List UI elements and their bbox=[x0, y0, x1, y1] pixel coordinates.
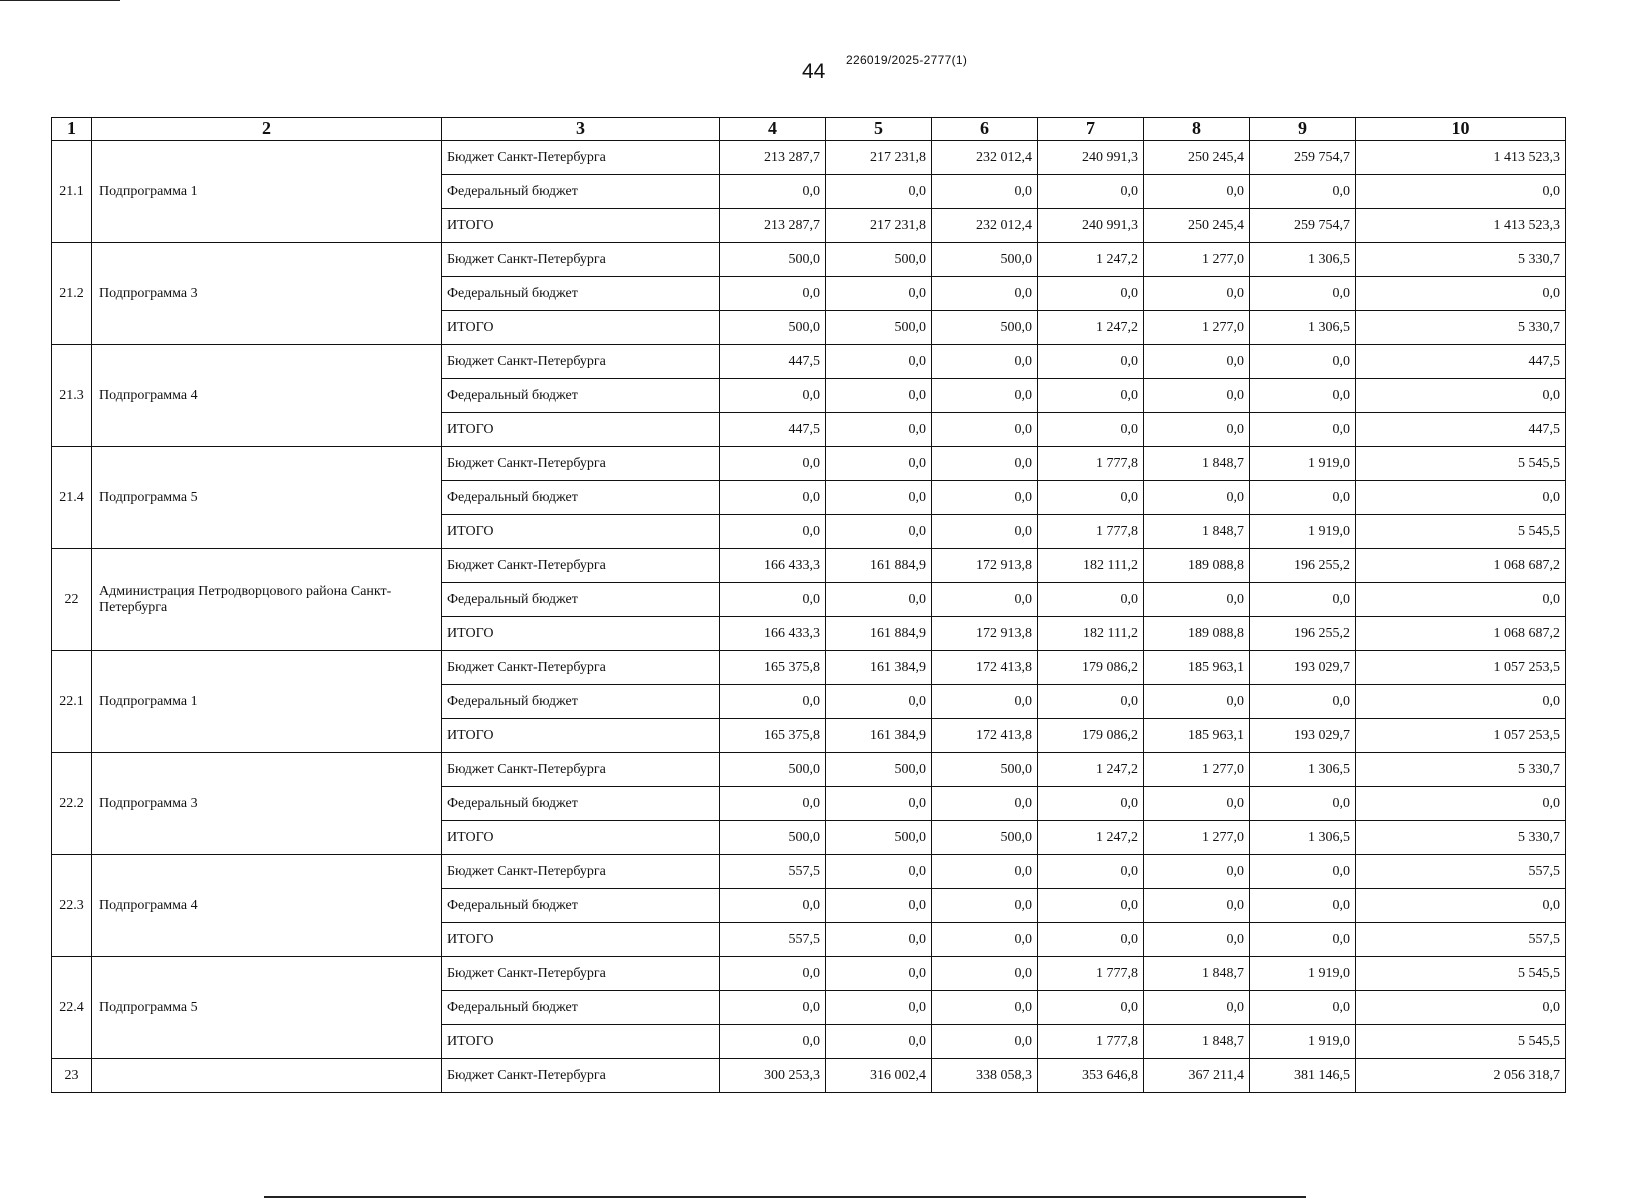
amount-cell: 0,0 bbox=[720, 447, 826, 481]
column-header-9: 9 bbox=[1250, 118, 1356, 141]
amount-cell: 1 848,7 bbox=[1144, 957, 1250, 991]
funding-source: ИТОГО bbox=[442, 209, 720, 243]
amount-cell: 0,0 bbox=[932, 481, 1038, 515]
amount-cell: 0,0 bbox=[826, 855, 932, 889]
amount-cell: 1 413 523,3 bbox=[1356, 141, 1566, 175]
amount-cell: 5 330,7 bbox=[1356, 311, 1566, 345]
amount-cell: 0,0 bbox=[1144, 685, 1250, 719]
amount-cell: 1 247,2 bbox=[1038, 753, 1144, 787]
amount-cell: 172 413,8 bbox=[932, 651, 1038, 685]
amount-cell: 0,0 bbox=[1038, 889, 1144, 923]
amount-cell: 0,0 bbox=[1356, 583, 1566, 617]
amount-cell: 0,0 bbox=[932, 175, 1038, 209]
row-program-name: Подпрограмма 4 bbox=[92, 855, 442, 957]
amount-cell: 1 413 523,3 bbox=[1356, 209, 1566, 243]
amount-cell: 0,0 bbox=[1038, 685, 1144, 719]
amount-cell: 0,0 bbox=[826, 379, 932, 413]
amount-cell: 172 913,8 bbox=[932, 549, 1038, 583]
amount-cell: 0,0 bbox=[1144, 787, 1250, 821]
amount-cell: 0,0 bbox=[720, 991, 826, 1025]
amount-cell: 557,5 bbox=[720, 923, 826, 957]
amount-cell: 232 012,4 bbox=[932, 209, 1038, 243]
amount-cell: 0,0 bbox=[1038, 277, 1144, 311]
amount-cell: 0,0 bbox=[932, 413, 1038, 447]
row-program-name: Подпрограмма 5 bbox=[92, 447, 442, 549]
table-row bbox=[52, 957, 1566, 991]
amount-cell: 0,0 bbox=[932, 889, 1038, 923]
amount-cell: 0,0 bbox=[1038, 991, 1144, 1025]
amount-cell: 193 029,7 bbox=[1250, 651, 1356, 685]
amount-cell: 185 963,1 bbox=[1144, 651, 1250, 685]
amount-cell: 338 058,3 bbox=[932, 1059, 1038, 1093]
amount-cell: 1 919,0 bbox=[1250, 957, 1356, 991]
row-program-name: Подпрограмма 1 bbox=[92, 141, 442, 243]
funding-source: Федеральный бюджет bbox=[442, 787, 720, 821]
amount-cell: 217 231,8 bbox=[826, 209, 932, 243]
page-number: 44 bbox=[802, 60, 826, 83]
amount-cell: 1 919,0 bbox=[1250, 1025, 1356, 1059]
amount-cell: 161 884,9 bbox=[826, 617, 932, 651]
amount-cell: 179 086,2 bbox=[1038, 651, 1144, 685]
column-header-3: 3 bbox=[442, 118, 720, 141]
amount-cell: 300 253,3 bbox=[720, 1059, 826, 1093]
amount-cell: 0,0 bbox=[826, 413, 932, 447]
funding-source: ИТОГО bbox=[442, 617, 720, 651]
amount-cell: 0,0 bbox=[1144, 277, 1250, 311]
amount-cell: 0,0 bbox=[932, 957, 1038, 991]
amount-cell: 189 088,8 bbox=[1144, 617, 1250, 651]
amount-cell: 447,5 bbox=[720, 345, 826, 379]
amount-cell: 0,0 bbox=[720, 957, 826, 991]
amount-cell: 0,0 bbox=[826, 889, 932, 923]
table-row bbox=[52, 855, 1566, 889]
row-program-name bbox=[92, 1059, 442, 1093]
amount-cell: 500,0 bbox=[932, 311, 1038, 345]
amount-cell: 0,0 bbox=[1356, 889, 1566, 923]
amount-cell: 0,0 bbox=[932, 855, 1038, 889]
amount-cell: 0,0 bbox=[1038, 175, 1144, 209]
amount-cell: 217 231,8 bbox=[826, 141, 932, 175]
amount-cell: 1 068 687,2 bbox=[1356, 549, 1566, 583]
amount-cell: 0,0 bbox=[1250, 481, 1356, 515]
table-row bbox=[52, 651, 1566, 685]
funding-source: Бюджет Санкт-Петербурга bbox=[442, 243, 720, 277]
row-code: 22.3 bbox=[52, 855, 92, 957]
amount-cell: 2 056 318,7 bbox=[1356, 1059, 1566, 1093]
funding-source: Бюджет Санкт-Петербурга bbox=[442, 345, 720, 379]
row-code: 22.1 bbox=[52, 651, 92, 753]
row-program-name: Подпрограмма 4 bbox=[92, 345, 442, 447]
funding-source: Федеральный бюджет bbox=[442, 685, 720, 719]
amount-cell: 500,0 bbox=[720, 243, 826, 277]
amount-cell: 0,0 bbox=[932, 991, 1038, 1025]
amount-cell: 447,5 bbox=[1356, 413, 1566, 447]
row-code: 21.4 bbox=[52, 447, 92, 549]
amount-cell: 182 111,2 bbox=[1038, 617, 1144, 651]
amount-cell: 193 029,7 bbox=[1250, 719, 1356, 753]
amount-cell: 5 545,5 bbox=[1356, 515, 1566, 549]
amount-cell: 0,0 bbox=[932, 1025, 1038, 1059]
amount-cell: 0,0 bbox=[932, 277, 1038, 311]
amount-cell: 1 247,2 bbox=[1038, 821, 1144, 855]
row-code: 22.2 bbox=[52, 753, 92, 855]
row-code: 21.2 bbox=[52, 243, 92, 345]
amount-cell: 196 255,2 bbox=[1250, 549, 1356, 583]
amount-cell: 367 211,4 bbox=[1144, 1059, 1250, 1093]
table-header-row bbox=[52, 118, 1566, 141]
amount-cell: 1 777,8 bbox=[1038, 957, 1144, 991]
amount-cell: 0,0 bbox=[826, 481, 932, 515]
row-program-name: Подпрограмма 3 bbox=[92, 243, 442, 345]
amount-cell: 0,0 bbox=[826, 345, 932, 379]
amount-cell: 0,0 bbox=[1356, 787, 1566, 821]
funding-source: ИТОГО bbox=[442, 719, 720, 753]
funding-source: Бюджет Санкт-Петербурга bbox=[442, 1059, 720, 1093]
amount-cell: 0,0 bbox=[720, 583, 826, 617]
amount-cell: 161 384,9 bbox=[826, 651, 932, 685]
amount-cell: 0,0 bbox=[1250, 787, 1356, 821]
amount-cell: 0,0 bbox=[1038, 855, 1144, 889]
row-code: 22 bbox=[52, 549, 92, 651]
amount-cell: 1 848,7 bbox=[1144, 447, 1250, 481]
amount-cell: 0,0 bbox=[826, 923, 932, 957]
amount-cell: 0,0 bbox=[1250, 583, 1356, 617]
amount-cell: 0,0 bbox=[1250, 175, 1356, 209]
amount-cell: 1 057 253,5 bbox=[1356, 651, 1566, 685]
amount-cell: 172 413,8 bbox=[932, 719, 1038, 753]
column-header-4: 4 bbox=[720, 118, 826, 141]
amount-cell: 500,0 bbox=[720, 753, 826, 787]
funding-source: Бюджет Санкт-Петербурга bbox=[442, 855, 720, 889]
amount-cell: 0,0 bbox=[720, 481, 826, 515]
amount-cell: 1 777,8 bbox=[1038, 447, 1144, 481]
amount-cell: 0,0 bbox=[932, 685, 1038, 719]
amount-cell: 0,0 bbox=[932, 447, 1038, 481]
amount-cell: 0,0 bbox=[932, 583, 1038, 617]
amount-cell: 0,0 bbox=[720, 515, 826, 549]
row-code: 21.3 bbox=[52, 345, 92, 447]
column-header-1: 1 bbox=[52, 118, 92, 141]
amount-cell: 0,0 bbox=[1356, 685, 1566, 719]
row-program-name: Подпрограмма 5 bbox=[92, 957, 442, 1059]
amount-cell: 5 330,7 bbox=[1356, 243, 1566, 277]
amount-cell: 0,0 bbox=[826, 957, 932, 991]
amount-cell: 0,0 bbox=[1144, 991, 1250, 1025]
amount-cell: 182 111,2 bbox=[1038, 549, 1144, 583]
amount-cell: 0,0 bbox=[1038, 481, 1144, 515]
amount-cell: 0,0 bbox=[826, 787, 932, 821]
amount-cell: 0,0 bbox=[720, 685, 826, 719]
funding-source: Федеральный бюджет bbox=[442, 481, 720, 515]
amount-cell: 1 777,8 bbox=[1038, 1025, 1144, 1059]
amount-cell: 1 848,7 bbox=[1144, 515, 1250, 549]
amount-cell: 0,0 bbox=[1250, 379, 1356, 413]
amount-cell: 1 277,0 bbox=[1144, 243, 1250, 277]
amount-cell: 0,0 bbox=[1144, 855, 1250, 889]
amount-cell: 161 384,9 bbox=[826, 719, 932, 753]
amount-cell: 0,0 bbox=[826, 991, 932, 1025]
amount-cell: 1 919,0 bbox=[1250, 515, 1356, 549]
amount-cell: 447,5 bbox=[720, 413, 826, 447]
amount-cell: 0,0 bbox=[720, 175, 826, 209]
funding-source: Бюджет Санкт-Петербурга bbox=[442, 753, 720, 787]
table-body bbox=[52, 141, 1566, 1093]
amount-cell: 1 306,5 bbox=[1250, 311, 1356, 345]
amount-cell: 166 433,3 bbox=[720, 617, 826, 651]
funding-source: Федеральный бюджет bbox=[442, 889, 720, 923]
amount-cell: 5 545,5 bbox=[1356, 957, 1566, 991]
amount-cell: 0,0 bbox=[1250, 889, 1356, 923]
column-header-7: 7 bbox=[1038, 118, 1144, 141]
amount-cell: 557,5 bbox=[1356, 855, 1566, 889]
amount-cell: 250 245,4 bbox=[1144, 141, 1250, 175]
column-header-5: 5 bbox=[826, 118, 932, 141]
amount-cell: 259 754,7 bbox=[1250, 209, 1356, 243]
column-header-6: 6 bbox=[932, 118, 1038, 141]
amount-cell: 500,0 bbox=[932, 753, 1038, 787]
amount-cell: 1 277,0 bbox=[1144, 311, 1250, 345]
amount-cell: 500,0 bbox=[826, 311, 932, 345]
amount-cell: 0,0 bbox=[1356, 379, 1566, 413]
amount-cell: 189 088,8 bbox=[1144, 549, 1250, 583]
funding-source: Федеральный бюджет bbox=[442, 991, 720, 1025]
table-row bbox=[52, 243, 1566, 277]
table-row bbox=[52, 1059, 1566, 1093]
amount-cell: 0,0 bbox=[1144, 583, 1250, 617]
amount-cell: 0,0 bbox=[1250, 685, 1356, 719]
amount-cell: 316 002,4 bbox=[826, 1059, 932, 1093]
amount-cell: 240 991,3 bbox=[1038, 141, 1144, 175]
amount-cell: 557,5 bbox=[1356, 923, 1566, 957]
amount-cell: 381 146,5 bbox=[1250, 1059, 1356, 1093]
amount-cell: 0,0 bbox=[1250, 413, 1356, 447]
amount-cell: 0,0 bbox=[1250, 991, 1356, 1025]
amount-cell: 5 545,5 bbox=[1356, 447, 1566, 481]
amount-cell: 172 913,8 bbox=[932, 617, 1038, 651]
amount-cell: 500,0 bbox=[826, 821, 932, 855]
amount-cell: 1 068 687,2 bbox=[1356, 617, 1566, 651]
amount-cell: 0,0 bbox=[720, 1025, 826, 1059]
amount-cell: 0,0 bbox=[1144, 481, 1250, 515]
amount-cell: 5 330,7 bbox=[1356, 821, 1566, 855]
amount-cell: 0,0 bbox=[826, 277, 932, 311]
amount-cell: 0,0 bbox=[932, 787, 1038, 821]
amount-cell: 0,0 bbox=[720, 277, 826, 311]
document-registration-code: 226019/2025-2777(1) bbox=[846, 53, 968, 67]
amount-cell: 500,0 bbox=[720, 311, 826, 345]
amount-cell: 0,0 bbox=[1356, 277, 1566, 311]
table-row bbox=[52, 141, 1566, 175]
amount-cell: 0,0 bbox=[1250, 923, 1356, 957]
amount-cell: 0,0 bbox=[826, 685, 932, 719]
amount-cell: 0,0 bbox=[1356, 481, 1566, 515]
amount-cell: 0,0 bbox=[1038, 923, 1144, 957]
amount-cell: 1 057 253,5 bbox=[1356, 719, 1566, 753]
table-row bbox=[52, 753, 1566, 787]
amount-cell: 0,0 bbox=[1250, 345, 1356, 379]
funding-source: Бюджет Санкт-Петербурга bbox=[442, 651, 720, 685]
amount-cell: 5 330,7 bbox=[1356, 753, 1566, 787]
amount-cell: 166 433,3 bbox=[720, 549, 826, 583]
amount-cell: 0,0 bbox=[932, 379, 1038, 413]
funding-source: Бюджет Санкт-Петербурга bbox=[442, 957, 720, 991]
amount-cell: 557,5 bbox=[720, 855, 826, 889]
amount-cell: 1 306,5 bbox=[1250, 753, 1356, 787]
amount-cell: 500,0 bbox=[720, 821, 826, 855]
amount-cell: 500,0 bbox=[826, 243, 932, 277]
amount-cell: 259 754,7 bbox=[1250, 141, 1356, 175]
funding-source: Бюджет Санкт-Петербурга bbox=[442, 549, 720, 583]
amount-cell: 500,0 bbox=[826, 753, 932, 787]
amount-cell: 500,0 bbox=[932, 821, 1038, 855]
row-program-name: Подпрограмма 3 bbox=[92, 753, 442, 855]
amount-cell: 1 247,2 bbox=[1038, 311, 1144, 345]
amount-cell: 0,0 bbox=[1038, 379, 1144, 413]
funding-source: ИТОГО bbox=[442, 821, 720, 855]
funding-source: ИТОГО bbox=[442, 311, 720, 345]
row-program-name: Подпрограмма 1 bbox=[92, 651, 442, 753]
funding-source: Бюджет Санкт-Петербурга bbox=[442, 141, 720, 175]
amount-cell: 0,0 bbox=[826, 583, 932, 617]
amount-cell: 5 545,5 bbox=[1356, 1025, 1566, 1059]
amount-cell: 0,0 bbox=[1144, 413, 1250, 447]
column-header-8: 8 bbox=[1144, 118, 1250, 141]
amount-cell: 0,0 bbox=[826, 1025, 932, 1059]
amount-cell: 185 963,1 bbox=[1144, 719, 1250, 753]
amount-cell: 250 245,4 bbox=[1144, 209, 1250, 243]
row-program-name: Администрация Петродворцового района Санкт-Петербурга bbox=[92, 549, 442, 651]
amount-cell: 1 919,0 bbox=[1250, 447, 1356, 481]
table-row bbox=[52, 345, 1566, 379]
amount-cell: 1 277,0 bbox=[1144, 753, 1250, 787]
amount-cell: 1 277,0 bbox=[1144, 821, 1250, 855]
amount-cell: 0,0 bbox=[826, 175, 932, 209]
amount-cell: 1 306,5 bbox=[1250, 821, 1356, 855]
amount-cell: 0,0 bbox=[720, 379, 826, 413]
amount-cell: 0,0 bbox=[1250, 277, 1356, 311]
funding-source: ИТОГО bbox=[442, 1025, 720, 1059]
amount-cell: 0,0 bbox=[932, 345, 1038, 379]
amount-cell: 165 375,8 bbox=[720, 719, 826, 753]
amount-cell: 213 287,7 bbox=[720, 141, 826, 175]
amount-cell: 240 991,3 bbox=[1038, 209, 1144, 243]
row-code: 21.1 bbox=[52, 141, 92, 243]
amount-cell: 0,0 bbox=[1144, 345, 1250, 379]
funding-source: Федеральный бюджет bbox=[442, 175, 720, 209]
amount-cell: 0,0 bbox=[1356, 175, 1566, 209]
amount-cell: 1 306,5 bbox=[1250, 243, 1356, 277]
amount-cell: 0,0 bbox=[932, 923, 1038, 957]
amount-cell: 0,0 bbox=[1038, 583, 1144, 617]
amount-cell: 179 086,2 bbox=[1038, 719, 1144, 753]
amount-cell: 1 777,8 bbox=[1038, 515, 1144, 549]
scan-edge-line bbox=[0, 0, 120, 1]
amount-cell: 165 375,8 bbox=[720, 651, 826, 685]
amount-cell: 0,0 bbox=[1038, 345, 1144, 379]
funding-source: ИТОГО bbox=[442, 515, 720, 549]
amount-cell: 0,0 bbox=[1144, 889, 1250, 923]
funding-source: Федеральный бюджет bbox=[442, 379, 720, 413]
funding-source: ИТОГО bbox=[442, 923, 720, 957]
amount-cell: 232 012,4 bbox=[932, 141, 1038, 175]
amount-cell: 0,0 bbox=[720, 889, 826, 923]
amount-cell: 196 255,2 bbox=[1250, 617, 1356, 651]
amount-cell: 353 646,8 bbox=[1038, 1059, 1144, 1093]
row-code: 23 bbox=[52, 1059, 92, 1093]
funding-source: Бюджет Санкт-Петербурга bbox=[442, 447, 720, 481]
funding-source: Федеральный бюджет bbox=[442, 583, 720, 617]
amount-cell: 1 848,7 bbox=[1144, 1025, 1250, 1059]
table-row bbox=[52, 447, 1566, 481]
amount-cell: 0,0 bbox=[720, 787, 826, 821]
amount-cell: 0,0 bbox=[1144, 379, 1250, 413]
amount-cell: 0,0 bbox=[826, 447, 932, 481]
amount-cell: 0,0 bbox=[1250, 855, 1356, 889]
table-row bbox=[52, 549, 1566, 583]
amount-cell: 0,0 bbox=[932, 515, 1038, 549]
amount-cell: 0,0 bbox=[1038, 787, 1144, 821]
amount-cell: 213 287,7 bbox=[720, 209, 826, 243]
row-code: 22.4 bbox=[52, 957, 92, 1059]
budget-table bbox=[51, 117, 1566, 1093]
column-header-10: 10 bbox=[1356, 118, 1566, 141]
column-header-2: 2 bbox=[92, 118, 442, 141]
amount-cell: 500,0 bbox=[932, 243, 1038, 277]
amount-cell: 0,0 bbox=[1144, 175, 1250, 209]
funding-source: ИТОГО bbox=[442, 413, 720, 447]
bottom-rule-line bbox=[264, 1196, 1306, 1198]
amount-cell: 1 247,2 bbox=[1038, 243, 1144, 277]
amount-cell: 0,0 bbox=[1356, 991, 1566, 1025]
amount-cell: 0,0 bbox=[1144, 923, 1250, 957]
amount-cell: 0,0 bbox=[1038, 413, 1144, 447]
amount-cell: 447,5 bbox=[1356, 345, 1566, 379]
amount-cell: 0,0 bbox=[826, 515, 932, 549]
budget-table-container bbox=[51, 117, 1565, 1093]
amount-cell: 161 884,9 bbox=[826, 549, 932, 583]
funding-source: Федеральный бюджет bbox=[442, 277, 720, 311]
